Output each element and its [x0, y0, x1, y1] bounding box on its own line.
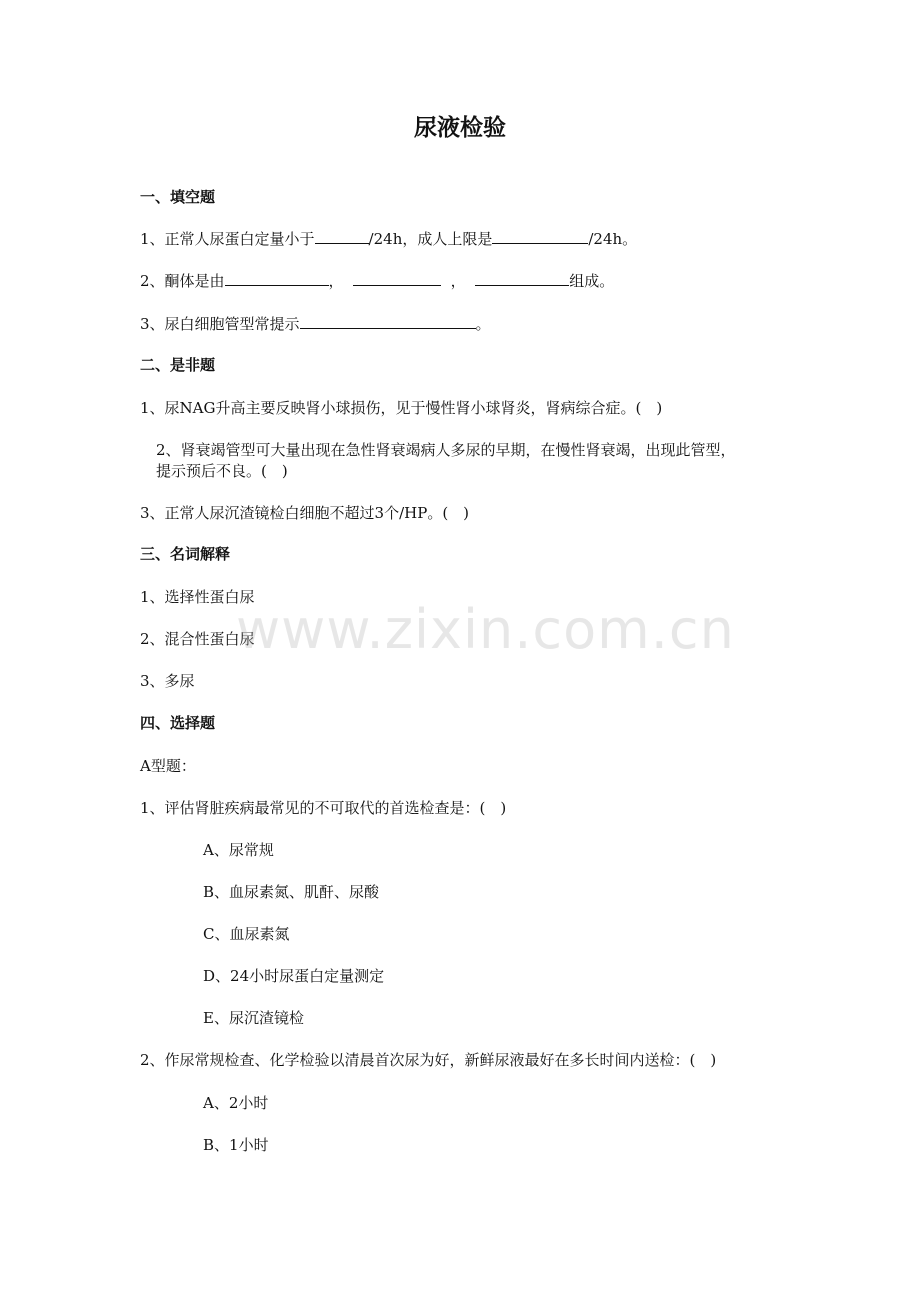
answer-option: B、1小时 [203, 1136, 269, 1154]
question-text: /24h。 [588, 230, 638, 248]
question-text: 组成。 [569, 272, 615, 290]
question-tf-1: 1、尿NAG升高主要反映肾小球损伤，见于慢性肾小球肾炎，肾病综合症。( ) [140, 399, 663, 417]
answer-blank [353, 270, 441, 286]
answer-option: E、尿沉渣镜检 [203, 1009, 304, 1027]
question-text: 2、酮体是由 [140, 272, 225, 290]
question-fill-3 [140, 313, 491, 335]
answer-option: B、血尿素氮、肌酐、尿酸 [203, 883, 380, 901]
answer-option: A、尿常规 [203, 841, 274, 859]
answer-blank [315, 228, 369, 244]
section-heading-definitions: 三、名词解释 [140, 545, 231, 563]
section-heading-true-false: 二、是非题 [140, 356, 216, 374]
question-fill-1 [140, 228, 637, 250]
answer-blank [225, 270, 329, 286]
section-heading-multiple-choice: 四、选择题 [140, 714, 216, 732]
question-text: 3、尿白细胞管型常提示 [140, 315, 300, 333]
question-text: /24h，成人上限是 [368, 230, 493, 248]
watermark: www.zixin.com.cn [236, 598, 735, 661]
question-text: 。 [475, 315, 491, 333]
answer-option: A、2小时 [203, 1094, 269, 1112]
answer-blank [300, 313, 476, 329]
question-type-label: A型题： [140, 757, 196, 775]
answer-option: D、24小时尿蛋白定量测定 [203, 967, 385, 985]
section-heading-fill-in: 一、填空题 [140, 188, 216, 206]
answer-option: C、血尿素氮 [203, 925, 290, 943]
question-text: 1、正常人尿蛋白定量小于 [140, 230, 315, 248]
definition-item: 3、多尿 [140, 672, 195, 690]
answer-blank [475, 270, 569, 286]
question-mc-1-stem: 1、评估肾脏疾病最常见的不可取代的首选检查是：( ) [140, 799, 507, 817]
question-mc-2-stem: 2、作尿常规检查、化学检验以清晨首次尿为好，新鲜尿液最好在多长时间内送检：( ) [140, 1051, 717, 1069]
definition-item: 1、选择性蛋白尿 [140, 588, 255, 606]
question-text: ， [450, 272, 466, 290]
question-tf-2-line1: 2、肾衰竭管型可大量出现在急性肾衰竭病人多尿的早期，在慢性肾衰竭，出现此管型， [156, 441, 736, 459]
question-fill-2 [140, 270, 614, 292]
question-text: ， [328, 272, 344, 290]
question-tf-2-line2: 提示预后不良。( ) [156, 462, 288, 480]
question-tf-3: 3、正常人尿沉渣镜检白细胞不超过3个/HP。( ) [140, 504, 470, 522]
document-title: 尿液检验 [414, 115, 506, 141]
answer-blank [492, 228, 588, 244]
definition-item: 2、混合性蛋白尿 [140, 630, 255, 648]
